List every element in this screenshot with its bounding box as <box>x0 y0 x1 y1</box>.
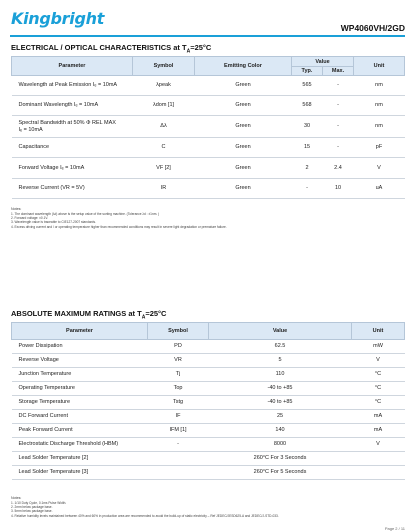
col-parameter: Parameter <box>12 323 148 340</box>
table-row: Power Dissipation PD 62.5 mW <box>12 340 405 354</box>
table-row: Dominant Wavelength Iₑ = 10mA λdom [1] Green 568 - nm <box>12 96 405 116</box>
col-parameter: Parameter <box>12 57 133 76</box>
note: 1. The dominant wavelength (λd) above is the setup value of the sorting machine. (Tolerance λd : ±1nm. ) <box>11 211 160 216</box>
col-unit: Unit <box>352 323 405 340</box>
col-value: Value <box>209 323 352 340</box>
table-row: Reverse Voltage VR 5 V <box>12 354 405 368</box>
note: 2. Forward voltage: ±0.1V. <box>11 216 49 221</box>
table-row: Lead Solder Temperature [2] 260°C For 3 Seconds <box>12 452 405 466</box>
table-row: Wavelength at Peak Emission Iₑ = 10mA λpeak Green 565 - nm <box>12 76 405 96</box>
table-row: Electrostatic Discharge Threshold (HBM) - 8000 V <box>12 438 405 452</box>
table-row: Junction Temperature Tj 110 °C <box>12 368 405 382</box>
electrical-section-title: ELECTRICAL / OPTICAL CHARACTERISTICS at $T_A=25^\circ C$ <box>11 43 212 55</box>
table-row: Reverse Current (VR = 5V) IR Green - 10 uA <box>12 179 405 199</box>
absolute-table <box>11 322 405 480</box>
note: 3. 5mm below package base. <box>11 509 53 514</box>
col-symbol: Symbol <box>148 323 209 340</box>
note: 3. Wavelength value is traceable to CIE127-2007 standards. <box>11 220 96 225</box>
note: 4. Excess driving current and / or operating temperature higher than recommended conditions may result in severe light degradation or premature failure. <box>11 224 227 229</box>
table-row: Lead Solder Temperature [3] 260°C For 5 Seconds <box>12 466 405 480</box>
table-row: Capacitance C Green 15 - pF <box>12 138 405 158</box>
col-max: Max. <box>323 67 354 76</box>
col-unit: Unit <box>354 57 405 76</box>
note: 4. Relative humidity levels maintained between 40% and 60% in production area are recommended to avoid the build-up of static electricity – Ref JEDEC/JESD625-A and JEDEC/J-STD-033. <box>11 513 279 518</box>
part-number: WP4060VH/2GD <box>340 23 405 33</box>
table-row: Spectral Bandwidth at 50% Φ REL MAX Iₑ = 10mA Δλ Green 30 - nm <box>12 116 405 138</box>
note: 1. 1/10 Duty Cycle, 0.1ms Pulse Width. <box>11 500 67 505</box>
col-typ: Typ. <box>292 67 323 76</box>
table-row: Operating Temperature Top -40 to +85 °C <box>12 382 405 396</box>
table-row: Storage Temperature Tstg -40 to +85 °C <box>12 396 405 410</box>
absolute-notes: Notes: 1. 1/10 Duty Cycle, 0.1ms Pulse Width. 2. 2mm below package base. 3. 5mm below package base. 4. Relative humidity levels maintained between 40% and 60% in production area are recommended to avoid the build-up of static electricity – Ref JEDEC/JESD625-A and JEDEC/J-STD-033. <box>11 496 404 518</box>
header-divider <box>10 35 405 37</box>
table-row: DC Forward Current IF 25 mA <box>12 410 405 424</box>
electrical-notes: Notes: 1. The dominant wavelength (λd) above is the setup value of the sorting machine. (Tolerance λd : ±1nm. ) 2. Forward voltage: ±0.1V. 3. Wavelength value is traceable to CIE127-2007 standards. 4. Excess driving current and / or operating temperature higher than recommended conditions may result in severe light degradation or premature failure. <box>11 207 404 229</box>
col-symbol: Symbol <box>133 57 195 76</box>
col-value: Value <box>292 57 354 67</box>
electrical-table <box>11 56 405 199</box>
table-row: Peak Forward Current IFM [1] 140 mA <box>12 424 405 438</box>
note: 2. 2mm below package base. <box>11 505 53 510</box>
table-row: Forward Voltage Iₑ = 10mA VF [2] Green 2 2.4 V <box>12 158 405 179</box>
logo: Kingbright <box>11 9 105 28</box>
absolute-section-title: ABSOLUTE MAXIMUM RATINGS at $T_A=25^\circ C$ <box>11 309 167 321</box>
page-number: Page 2 / 11 <box>384 526 405 531</box>
col-emitting-color: Emitting Color <box>195 57 292 76</box>
